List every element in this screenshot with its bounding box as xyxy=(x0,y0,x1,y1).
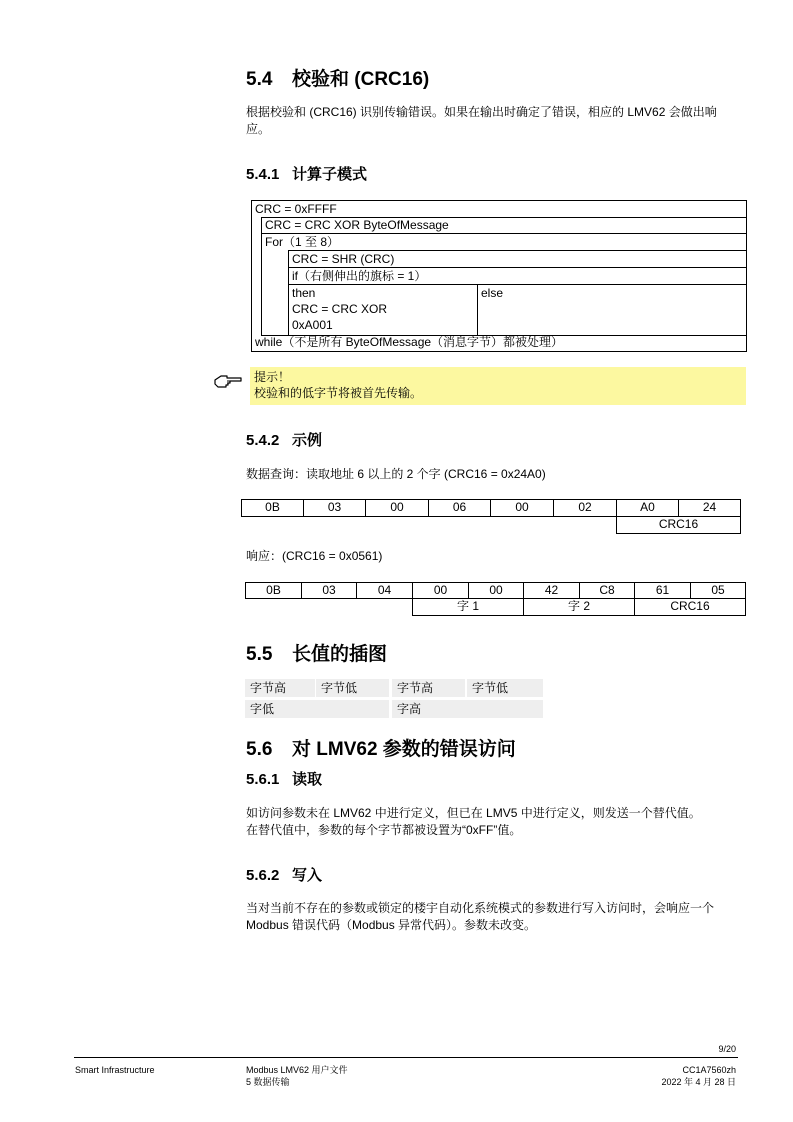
paragraph-read-1: 如访问参数未在 LMV62 中进行定义，但已在 LMV5 中进行定义，则发送一个替代值。 xyxy=(246,806,701,820)
code-line-init: CRC = 0xFFFF xyxy=(255,202,337,216)
response-word2-label: 字 2 xyxy=(523,598,635,616)
query-byte-cell: 0B xyxy=(241,499,304,517)
query-crc-label: CRC16 xyxy=(616,516,741,534)
byte-high-cell: 字节高 xyxy=(245,679,315,697)
paragraph-crc-intro: 根据校验和 (CRC16) 识别传输错误。如果在输出时确定了错误，相应的 LMV62 会做出响应。 xyxy=(246,105,717,136)
footer-chapter: 5 数据传输 xyxy=(246,1077,290,1087)
footer-document-title: Modbus LMV62 用户文件 xyxy=(246,1065,348,1075)
response-byte-cell: 00 xyxy=(468,582,524,599)
code-line-while: while（不是所有 ByteOfMessage（消息字节）都被处理） xyxy=(255,335,564,349)
page-number: 9/20 xyxy=(718,1044,736,1054)
section-title: 读取 xyxy=(292,771,323,788)
response-byte-cell: 04 xyxy=(356,582,413,599)
code-line-shr: CRC = SHR (CRC) xyxy=(288,250,747,268)
section-number: 5.6.1 xyxy=(246,771,280,788)
note-box xyxy=(250,367,746,405)
paragraph-write: 当对当前不存在的参数或锁定的楼宇自动化系统模式的参数进行写入访问时，会响应一个 Modbus 错误代码（Modbus 异常代码）。参数未改变。 xyxy=(246,901,715,932)
response-byte-cell: 61 xyxy=(634,582,691,599)
section-title: 校验和 (CRC16) xyxy=(292,69,430,90)
section-5-6-2-heading xyxy=(246,864,322,885)
section-5-4-1-heading xyxy=(246,163,367,184)
section-title: 写入 xyxy=(292,867,323,884)
section-5-4-heading xyxy=(246,64,429,91)
section-5-5-heading xyxy=(246,639,387,666)
code-then-keyword: then xyxy=(292,286,316,300)
response-byte-cell: C8 xyxy=(579,582,635,599)
byte-high-cell: 字节高 xyxy=(392,679,465,697)
section-number: 5.5 xyxy=(246,644,273,665)
word-low-cell: 字低 xyxy=(245,700,389,718)
query-byte-cell: 06 xyxy=(428,499,491,517)
query-byte-cell: 24 xyxy=(678,499,741,517)
response-crc-label: CRC16 xyxy=(634,598,746,616)
section-title: 计算子模式 xyxy=(292,166,368,183)
section-5-4-2-heading xyxy=(246,429,322,450)
code-then-line: CRC = CRC XOR xyxy=(292,302,388,316)
paragraph-read-2: 在替代值中，参数的每个字节都被设置为“0xFF”值。 xyxy=(246,823,522,837)
section-title: 对 LMV62 参数的错误访问 xyxy=(292,739,516,760)
section-number: 5.4.1 xyxy=(246,166,280,183)
section-number: 5.6 xyxy=(246,739,273,760)
response-byte-cell: 0B xyxy=(245,582,302,599)
code-then-value: 0xA001 xyxy=(292,318,333,332)
section-title: 长值的插图 xyxy=(292,644,388,665)
code-line-for: For（1 至 8） xyxy=(261,233,747,336)
note-title: 提示！ xyxy=(254,370,291,384)
query-byte-cell: 00 xyxy=(365,499,429,517)
pointing-hand-icon xyxy=(214,372,244,390)
footer-divider xyxy=(74,1057,738,1058)
response-byte-cell: 05 xyxy=(690,582,746,599)
query-byte-cell: 02 xyxy=(553,499,617,517)
section-title: 示例 xyxy=(292,432,323,449)
section-number: 5.6.2 xyxy=(246,867,280,884)
footer-date: 2022 年 4 月 28 日 xyxy=(661,1077,736,1087)
footer-document-code: CC1A7560zh xyxy=(682,1065,736,1075)
word-high-cell: 字高 xyxy=(392,700,543,718)
query-byte-cell: 03 xyxy=(303,499,366,517)
note-text: 校验和的低字节将被首先传输。 xyxy=(254,386,423,400)
section-number: 5.4.2 xyxy=(246,432,280,449)
code-line-if: if（右侧伸出的旗标 = 1） xyxy=(288,267,747,285)
response-word1-label: 字 1 xyxy=(412,598,524,616)
section-5-6-1-heading xyxy=(246,768,322,789)
response-byte-cell: 00 xyxy=(412,582,469,599)
code-else-branch: else xyxy=(477,284,747,336)
query-byte-cell: A0 xyxy=(616,499,679,517)
response-byte-cell: 03 xyxy=(301,582,357,599)
code-then-branch xyxy=(288,284,478,336)
query-description: 数据查询：读取地址 6 以上的 2 个字 (CRC16 = 0x24A0) xyxy=(246,467,546,481)
query-byte-cell: 00 xyxy=(490,499,554,517)
footer-company: Smart Infrastructure xyxy=(75,1065,155,1075)
response-byte-cell: 42 xyxy=(523,582,580,599)
code-line-xor: CRC = CRC XOR ByteOfMessage xyxy=(261,217,747,234)
byte-low-cell: 字节低 xyxy=(316,679,389,697)
section-5-6-heading xyxy=(246,734,516,761)
byte-low-cell: 字节低 xyxy=(467,679,543,697)
response-description: 响应：(CRC16 = 0x0561) xyxy=(246,549,383,563)
section-number: 5.4 xyxy=(246,69,273,90)
